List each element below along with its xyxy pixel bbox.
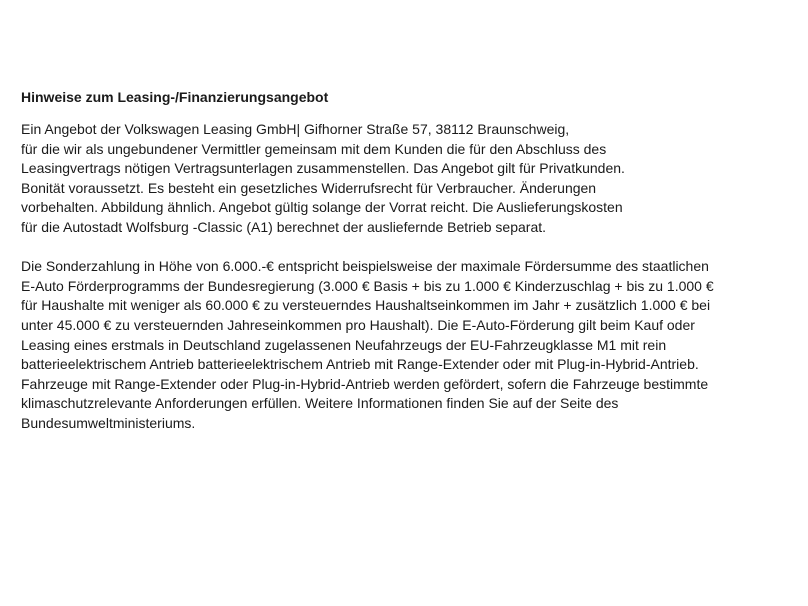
notice-heading: Hinweise zum Leasing-/Finanzierungsangebot <box>21 89 329 105</box>
notice-paragraph-subsidy: Die Sonderzahlung in Höhe von 6.000.-€ entspricht beispielsweise der maximale Fördersumme des staatlichen E-Auto Förderprogramms der Bundesregierung (3.000 € Basis + bis zu 1.000 € Kinderzuschlag + bis zu 1.000 € für Haushalte mit weniger als 60.000 € zu versteuerndes Haushaltseinkommen im Jahr + zusätzlich 1.000 € bei unter 45.000 € zu versteuernden Jahreseinkommen pro Haushalt). Die E-Auto-Förderung gilt beim Kauf oder Leasing eines erstmals in Deutschland zugelassenen Neufahrzeugs der EU-Fahrzeugklasse M1 mit rein batterieelektrischem Antrieb batterieelektrischem Antrieb mit Range-Extender oder mit Plug-in-Hybrid-Antrieb. Fahrzeuge mit Range-Extender oder Plug-in-Hybrid-Antrieb werden gefördert, sofern die Fahrzeuge bestimmte klimaschutzrelevante Anforderungen erfüllen. Weitere Informationen finden Sie auf der Seite des Bundesumweltministeriums. <box>21 258 714 431</box>
notice-paragraph-offer: Ein Angebot der Volkswagen Leasing GmbH| Gifhorner Straße 57, 38112 Braunschweig, für die wir als ungebundener Vermittler gemeinsam mit dem Kunden die für den Abschluss des Leasingvertrags nötigen Vertragsunterlagen zusammenstellen. Das Angebot gilt für Privatkunden. Bonität voraussetzt. Es besteht ein gesetzliches Widerrufsrecht für Verbraucher. Änderungen vorbehalten. Abbildung ähnlich. Angebot gültig solange der Vorrat reicht. Die Auslieferungskosten für die Autostadt Wolfsburg -Classic (A1) berechnet der ausliefernde Betrieb separat. <box>21 121 625 235</box>
leasing-notice <box>21 88 791 434</box>
